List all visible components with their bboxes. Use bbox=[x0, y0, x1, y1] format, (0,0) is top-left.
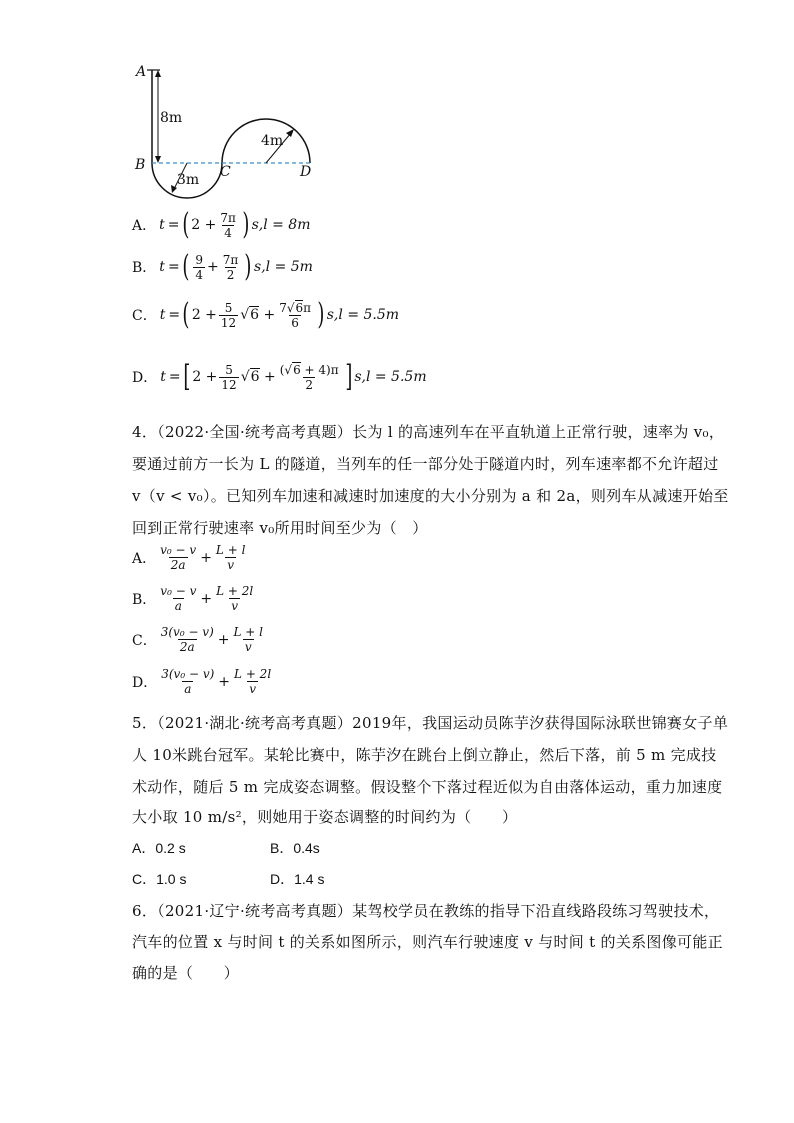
q5-option-b[interactable]: B．0.4s bbox=[270, 840, 320, 856]
q4-line-3: v（v < v₀）。已知列车加速和减速时加速度的大小分别为 a 和 2a，则列车从减速开始至 bbox=[132, 487, 729, 505]
q4-line-4: 回到正常行驶速率 v₀所用时间至少为（ ） bbox=[132, 519, 428, 537]
q4-option-b[interactable]: B． v₀ − v a + $\frac{L + 2l}{v}$ bbox=[132, 584, 254, 613]
q5-line-1: 5．（2021·湖北·统考高考真题）2019年，我国运动员陈芋汐获得国际泳联世锦赛女子单 bbox=[132, 714, 729, 732]
q3-option-d[interactable]: D． t = [ 2 + $\frac{5}{12}$ √6 + $\frac{(√6 + 4)\pi}{2}$ ] s,l = 5.5m bbox=[132, 359, 427, 394]
q3-option-c[interactable]: C． t = ( 2 + $\frac{5}{12}$ √6 + $\frac{7√6\pi}{6}$ ) s,l = 5.5m bbox=[132, 297, 400, 332]
q5-option-d[interactable]: D．1.4 s bbox=[270, 871, 325, 887]
q6-line-1: 6．（2021·辽宁·统考高考真题）某驾校学员在教练的指导下沿直线路段练习驾驶技术， bbox=[132, 902, 720, 920]
q4-option-c[interactable]: C． 3(v₀ − v) 2a + $\frac{L + l}{v}$ bbox=[132, 625, 264, 654]
q4-line-1: 4．（2022·全国·统考高考真题）长为 l 的高速列车在平直轨道上正常行驶，速率为 v₀， bbox=[132, 423, 725, 441]
label-3m: 3m bbox=[177, 172, 200, 188]
label-4m: 4m bbox=[261, 133, 284, 149]
q5-line-4: 大小取 10 m/s²，则她用于姿态调整的时间约为（ ） bbox=[132, 808, 518, 826]
q5-line-2: 人 10米跳台冠军。某轮比赛中，陈芋汐在跳台上倒立静止，然后下落，前 5 m 完成技 bbox=[132, 746, 717, 764]
q4-line-2: 要通过前方一长为 L 的隧道，当列车的任一部分处于隧道内时，列车速率都不允许超过 bbox=[132, 455, 719, 473]
q3-option-b[interactable]: B． t = ( 9 4 + $\frac{7\pi}{2}$ ) s,l = 5m bbox=[132, 249, 313, 284]
label-a: A bbox=[136, 64, 147, 80]
label-b: B bbox=[135, 157, 146, 173]
q4-option-d[interactable]: D． 3(v₀ − v) a + $\frac{L + 2l}{v}$ bbox=[132, 667, 272, 696]
q6-line-2: 汽车的位置 x 与时间 t 的关系如图所示，则汽车行驶速度 v 与时间 t 的关系图像可能正 bbox=[132, 933, 723, 951]
q5-line-3: 术动作，随后 5 m 完成姿态调整。假设整个下落过程近似为自由落体运动，重力加速度 bbox=[132, 778, 723, 796]
q5-option-c[interactable]: C．1.0 s bbox=[132, 871, 187, 887]
label-8m: 8m bbox=[160, 110, 183, 126]
q5-option-a[interactable]: A．0.2 s bbox=[132, 840, 186, 856]
track-figure bbox=[130, 60, 330, 210]
label-c: C bbox=[220, 164, 231, 180]
label-d: D bbox=[300, 164, 312, 180]
q6-line-3: 确的是（ ） bbox=[132, 964, 240, 982]
q4-option-a[interactable]: A． v₀ − v 2a + $\frac{L + l}{v}$ bbox=[132, 543, 246, 572]
q3-option-a[interactable]: A． t = ( 2 + $\frac{7\pi}{4}$ ) s,l = 8m bbox=[132, 207, 311, 242]
